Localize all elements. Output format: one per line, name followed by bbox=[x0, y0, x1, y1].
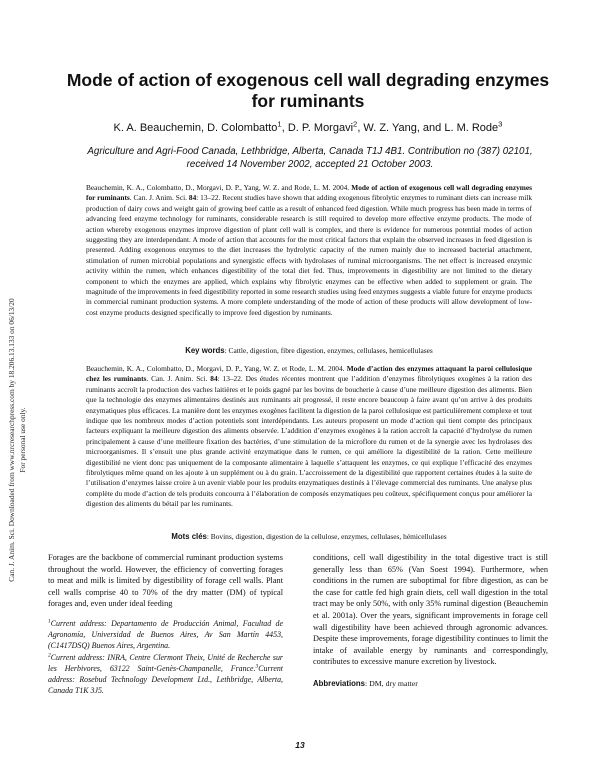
download-watermark bbox=[4, 200, 34, 680]
resume-title: Mode d’action des enzymes attaquant la paroi cellulosique chez les ruminants bbox=[86, 364, 532, 384]
abstract-english bbox=[86, 183, 532, 318]
footnote-2 bbox=[48, 652, 283, 697]
title-line-1: Mode of action of exogenous cell wall degrading enzymes bbox=[66, 70, 550, 90]
abstract-volume: 84 bbox=[188, 193, 197, 203]
affiliation bbox=[60, 145, 560, 171]
abstract-citation: Beauchemin, K. A., Colombatto, D., Morgavi, D. P., Yang, W. Z. and Rode, L. M. 2004. bbox=[86, 183, 352, 192]
author-2: , D. P. Morgavi bbox=[281, 122, 354, 134]
affiliation-line-2: received 14 November 2002, accepted 21 October 2003. bbox=[186, 159, 434, 170]
watermark-line-1: Can. J. Anim. Sci. Downloaded from www.nrcresearchpress.com by 18.206.13.133 on 06/13/20 bbox=[7, 298, 16, 582]
abstract-french bbox=[86, 364, 532, 510]
intro-paragraph-1: Forages are the backbone of commercial ruminant production systems throughout the world. However, the efficiency of converting forages to meat and milk is limited by digestibility of forage cell walls. Plant cell walls comprise 40 to 70% of the dry matter (DM) of typical forages and, even under ideal feeding bbox=[48, 553, 283, 609]
keywords-text: : Cattle, digestion, fibre digestion, enzymes, cellulases, hemicellulases bbox=[224, 346, 433, 355]
footnotes bbox=[48, 618, 283, 696]
footnote-3-text: Current address: Rosebud Technology Development Ltd., Lethbridge, Alberta, Canada T1K 3J5. bbox=[48, 663, 283, 696]
keywords-label: Key words bbox=[185, 346, 225, 355]
footnote-mark-1: 1 bbox=[277, 119, 282, 129]
article-title bbox=[48, 70, 568, 112]
watermark-line-2: For personal use only. bbox=[18, 407, 27, 473]
resume-body: : 13–22. Des études récentes montrent que l’addition d’enzymes fibrolytiques exogènes à la ration des ruminants accroît la production des vaches laitières et le poids gagné par les bovins de boucherie à cause d’une meilleure digestion des aliments. Bien que la technologie des enzymes alimentaires destinés aux ruminants ait progressé, il reste encore beaucoup à faire avant qu’on arrive à des produits enzymatiques plus efficaces. La manière dont les enzymes exogènes facilitent la digestion de la paroi cellulosique est particulièrement complexe et tout indique que les nombreux modes d’action potentiels sont interdépendants. Les auteurs proposent un mode d’action qui tient compte des principaux facteurs expliquant la meilleure digestion des aliments observée. L’addition d’enzymes exogènes à la ration accroît la capacité d’hydrolyse du rumen principalement à cause d’une meilleure fixation des bactéries, d’une stimulation de la microflore du rumen et de la synergie avec les hydrolases des microorganismes. Il s’ensuit une plus grande activité enzymatique dans le rumen, ce qui améliore la digestibilité de la ration. Cette meilleure digestibilité ne vient donc pas uniquement de la composante alimentaire à laquelle s’attaquent les enzymes, ce qui explique l’efficacité des enzymes fibrolytiques même quand on les ajoute à un supplément ou à du grain. L’accroissement de la digestibilité que rapportent certaines études à la suite de l’utilisation d’enzymes laisse croire à un avenir viable pour les produits enzymatiques destinés à l’élevage commercial des ruminants. Une analyse plus complète du mode d’action de tels produits concourra à l’élaboration de composés enzymatiques peu coûteux, spécifiquement conçus pour améliorer la digestion des aliments du bétail par les ruminants. bbox=[86, 374, 532, 509]
abstract-body: : 13–22. Recent studies have shown that adding exogenous fibrolytic enzymes to ruminant diets can increase milk production of dairy cows and weight gain of growing beef cattle as a result of enhanced feed digestion. While much progress has been made in terms of advancing feed enzyme technology for ruminants, considerable research is still required to develop more effective enzyme products. The mode of action whereby exogenous enzymes improve digestion of plant cell wall is complex, and there is evidence for numerous potential modes of action suggesting they are interdependant. A mode of action that accounts for the most critical factors that explain the observed increases in feed digestion is presented. Adding exogenous enzymes to the diet increases the hydrolytic capacity of the rumen mainly due to increased bacterial attachment, stimulation of rumen microbial populations and synergistic effects with hydrolases of ruminal microorganisms. The net effect is increased enzymic activity within the rumen, which enhances digestibility of the total diet fed. Thus, improvements in digestibility are not limited to the dietary component to which the enzymes are applied, which explains why fibrolytic enzymes can be effective when added to supplement or grain. The magnitude of the improvements in feed digestibility reported in some research studies using feed enzymes suggests a viable future for enzyme products in commercial ruminant production systems. A more complete understanding of the mode of action of these products will allow development of low-cost enzyme products designed specifically to improve feed digestion by ruminants. bbox=[86, 193, 532, 317]
abstract-journal: . Can. J. Anim. Sci. bbox=[129, 193, 189, 203]
footnote-mark-3: 3 bbox=[498, 119, 503, 129]
author-1: K. A. Beauchemin, D. Colombatto bbox=[113, 122, 278, 134]
footnote-1 bbox=[48, 618, 283, 652]
resume-citation: Beauchemin, K. A., Colombatto, D., Morgavi, D. P., Yang, W. Z. et Rode, L. M. 2004. bbox=[86, 364, 347, 373]
page-number: 13 bbox=[295, 740, 305, 750]
footnote-3-mark: 3 bbox=[255, 663, 259, 670]
resume-volume: 84 bbox=[210, 374, 218, 384]
body-column-left bbox=[48, 552, 283, 696]
author-3: , W. Z. Yang, and L. M. Rode bbox=[357, 122, 499, 134]
keywords-english bbox=[86, 346, 532, 355]
mots-cles-label: Mots clés bbox=[171, 532, 207, 541]
footnote-1-mark: 1 bbox=[48, 618, 51, 625]
title-line-2: for ruminants bbox=[251, 91, 365, 111]
footnote-1-text: Current address: Departamento de Producción Animal, Facultad de Agronomía, Universidad de Buenos Aires, Av San Martín 4453, (C1417DSQ) Buenos Aires, Argentina. bbox=[48, 618, 283, 651]
abbreviations bbox=[313, 678, 548, 690]
intro-paragraph-2: conditions, cell wall digestibility in the total digestive tract is still generally less than 65% (Van Soest 1994). Furthermore, when conditions in the rumen are suboptimal for fibre digestion, as can be the case for cattle fed high grain diets, cell wall digestion in the total tract may be only 50%, with only 35% ruminal digestion (Beauchemin et al. 2001a). Over the years, significant improvements in forage cell wall digestibility have been achieved through agronomic advances. Despite these improvements, forage digestibility continues to limit the intake of available energy by ruminants and correspondingly, contributes to excessive manure excretion by livestock. bbox=[313, 553, 548, 667]
footnote-2-mark: 2 bbox=[48, 651, 51, 658]
author-list bbox=[48, 119, 568, 134]
keywords-french bbox=[86, 532, 532, 541]
abstract-title: Mode of action of exogenous cell wall degrading enzymes for ruminants bbox=[86, 183, 532, 203]
abbreviations-text: : DM, dry matter bbox=[365, 678, 418, 688]
footnote-mark-2: 2 bbox=[353, 119, 358, 129]
abbreviations-label: Abbreviations bbox=[313, 678, 365, 688]
resume-journal: . Can. J. Anim. Sci. bbox=[146, 374, 211, 384]
affiliation-line-1: Agriculture and Agri-Food Canada, Lethbridge, Alberta, Canada T1J 4B1. Contribution no (387) 02101, bbox=[87, 146, 533, 157]
body-column-right bbox=[313, 552, 548, 690]
mots-cles-text: : Bovins, digestion, digestion de la cellulose, enzymes, cellulases, hémicellulases bbox=[206, 532, 447, 541]
footnote-2-text: Current address: INRA, Centre Clermont Theix, Unité de Recherche sur les Herbivores, 63122 Saint-Genès-Champanelle, France. bbox=[48, 652, 283, 673]
